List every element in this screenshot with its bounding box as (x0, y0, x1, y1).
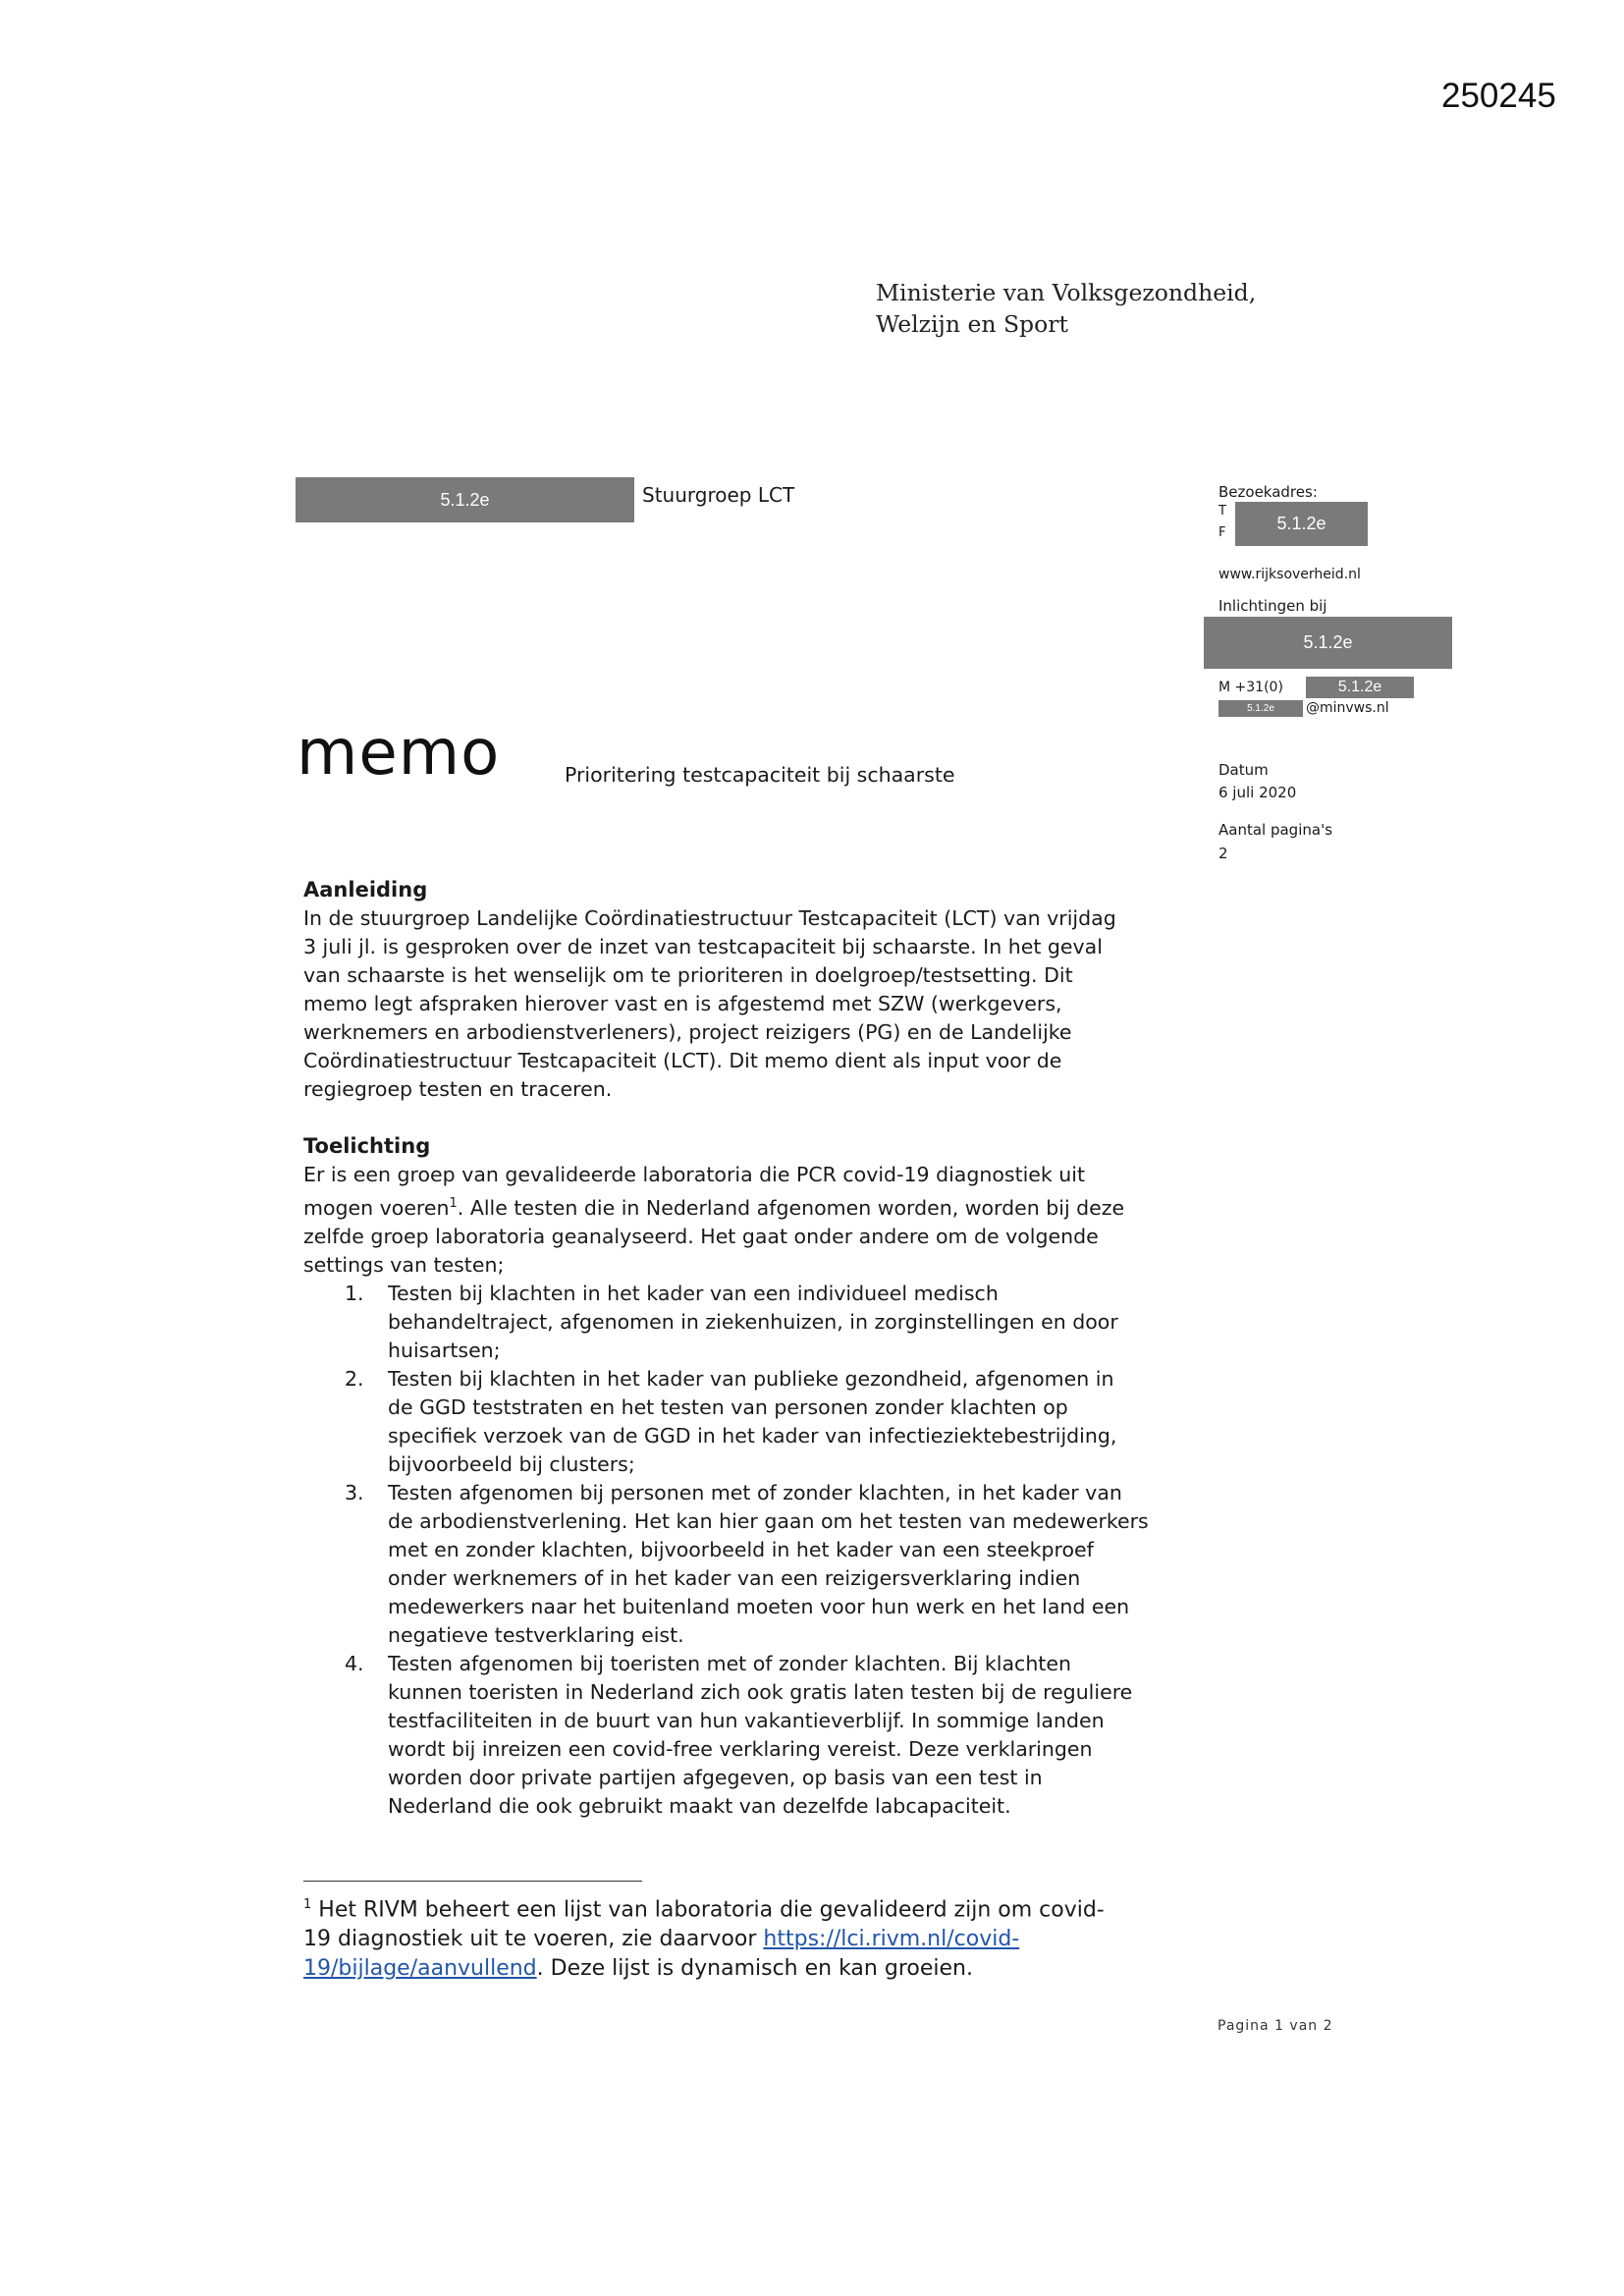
aanleiding-heading: Aanleiding (303, 878, 428, 902)
list-item-line: kunnen toeristen in Nederland zich ook gratis laten testen bij de reguliere (388, 1679, 1133, 1704)
phone-label: T (1218, 504, 1226, 519)
mobile-label: M +31(0) (1218, 680, 1283, 695)
toelichting-text: mogen voeren (303, 1195, 450, 1220)
bezoekadres-label: Bezoekadres: (1218, 483, 1318, 501)
redaction-box-address (1235, 502, 1368, 546)
list-item-line: worden door private partijen afgegeven, op basis van een test in (388, 1765, 1043, 1789)
recipient: Stuurgroep LCT (642, 483, 795, 507)
list-item-line: huisartsen; (388, 1338, 501, 1362)
list-item-number: 2. (345, 1366, 364, 1391)
list-item-line: onder werknemers of in het kader van een reizigersverklaring indien (388, 1565, 1081, 1590)
toelichting-section (303, 1132, 1197, 1821)
redaction-code: 5.1.2e (1303, 632, 1353, 652)
ministry-name (876, 277, 1256, 340)
ministry-name-line1: Ministerie van Volksgezondheid, (876, 279, 1257, 306)
memo-title: memo (297, 717, 501, 790)
list-item (303, 1479, 1197, 1650)
list-item (303, 1650, 1197, 1821)
footnote-line (303, 1925, 1197, 1954)
list-item-line: met en zonder klachten, bijvoorbeeld in het kader van een steekproef (388, 1537, 1094, 1561)
aanleiding-line: Coördinatiestructuur Testcapaciteit (LCT). Dit memo dient als input voor de (303, 1049, 1062, 1072)
toelichting-line (303, 1189, 1197, 1223)
aanleiding-line: van schaarste is het wenselijk om te prioriteren in doelgroep/testsetting. Dit (303, 963, 1073, 987)
datum-label: Datum (1218, 761, 1269, 779)
list-item-line: Testen bij klachten in het kader van een individueel medisch (388, 1281, 999, 1305)
list-item-number: 1. (345, 1281, 364, 1305)
redaction-code: 5.1.2e (440, 490, 490, 510)
aanleiding-line: 3 juli jl. is gesproken over de inzet van testcapaciteit bij schaarste. In het geval (303, 935, 1103, 958)
redaction-box-mobile (1306, 677, 1414, 698)
list-item-line: Nederland die ook gebruikt maakt van dezelfde labcapaciteit. (388, 1793, 1011, 1818)
list-item-line: bijvoorbeeld bij clusters; (388, 1451, 635, 1476)
fax-label: F (1218, 525, 1226, 540)
datum-value: 6 juli 2020 (1218, 784, 1297, 801)
footnote-link[interactable]: 19/bijlage/aanvullend (303, 1956, 537, 1982)
footnote-separator (303, 1881, 642, 1882)
ministry-name-line2: Welzijn en Sport (876, 310, 1068, 338)
toelichting-line: zelfde groep laboratoria geanalyseerd. Het gaat onder andere om de volgende (303, 1224, 1099, 1248)
redaction-code: 5.1.2e (1276, 514, 1326, 533)
toelichting-line: Er is een groep van gevalideerde laboratoria die PCR covid-19 diagnostiek uit (303, 1163, 1086, 1186)
aanleiding-line: memo legt afspraken hierover vast en is afgestemd met SZW (werkgevers, (303, 992, 1062, 1015)
footnote (303, 1890, 1197, 1984)
list-item-line: negatieve testverklaring eist. (388, 1622, 684, 1647)
footnote-line (303, 1954, 1197, 1984)
redaction-box-email (1218, 700, 1303, 717)
website-text: www.rijksoverheid.nl (1218, 567, 1361, 582)
aantal-paginas-label: Aantal pagina's (1218, 821, 1333, 839)
document-number: 250245 (1441, 77, 1556, 115)
footnote-reference: 1 (449, 1196, 458, 1211)
footnote-text: 19 diagnostiek uit te voeren, zie daarvoor (303, 1927, 764, 1952)
list-item-line: de GGD teststraten en het testen van personen zonder klachten op (388, 1394, 1068, 1419)
email-domain: @minvws.nl (1306, 700, 1389, 716)
inlichtingen-label: Inlichtingen bij (1218, 597, 1327, 615)
toelichting-heading: Toelichting (303, 1134, 431, 1158)
aantal-paginas-value: 2 (1218, 845, 1228, 862)
settings-list (303, 1280, 1197, 1821)
list-item-line: Testen afgenomen bij personen met of zonder klachten, in het kader van (388, 1480, 1122, 1504)
list-item-line: testfaciliteiten in de buurt van hun vakantieverblijf. In sommige landen (388, 1708, 1105, 1732)
memo-subject: Prioritering testcapaciteit bij schaarste (565, 763, 955, 787)
list-item-number: 4. (345, 1651, 364, 1675)
list-item-line: de arbodienstverlening. Het kan hier gaan om het testen van medewerkers (388, 1508, 1149, 1533)
footnote-marker: 1 (303, 1897, 312, 1912)
redaction-code: 5.1.2e (1337, 679, 1382, 695)
aanleiding-section (303, 876, 1197, 1104)
footnote-line (303, 1890, 1197, 1925)
list-item-line: Testen afgenomen bij toeristen met of zonder klachten. Bij klachten (388, 1651, 1071, 1675)
aanleiding-line: In de stuurgroep Landelijke Coördinatiestructuur Testcapaciteit (LCT) van vrijdag (303, 906, 1116, 930)
list-item-line: behandeltraject, afgenomen in ziekenhuizen, in zorginstellingen en door (388, 1309, 1118, 1334)
footnote-text: Het RIVM beheert een lijst van laboratoria die gevalideerd zijn om covid- (311, 1897, 1105, 1923)
page-number: Pagina 1 van 2 (1218, 2018, 1333, 2034)
redaction-code: 5.1.2e (1247, 703, 1274, 714)
list-item-line: Testen bij klachten in het kader van publieke gezondheid, afgenomen in (388, 1366, 1114, 1391)
toelichting-line: settings van testen; (303, 1252, 505, 1277)
list-item-number: 3. (345, 1480, 364, 1504)
list-item (303, 1280, 1197, 1365)
aanleiding-line: werknemers en arbodienstverleners), project reizigers (PG) en de Landelijke (303, 1020, 1072, 1044)
list-item-line: wordt bij inreizen een covid-free verklaring vereist. Deze verklaringen (388, 1736, 1093, 1761)
list-item-line: medewerkers naar het buitenland moeten voor hun werk en het land een (388, 1594, 1130, 1618)
footnote-link[interactable]: https://lci.rivm.nl/covid- (763, 1927, 1020, 1952)
redaction-box-contact (1204, 617, 1452, 669)
aanleiding-line: regiegroep testen en traceren. (303, 1077, 613, 1101)
redaction-box-recipient (296, 477, 634, 522)
list-item (303, 1365, 1197, 1479)
list-item-line: specifiek verzoek van de GGD in het kader van infectieziektebestrijding, (388, 1423, 1117, 1448)
footnote-text: . Deze lijst is dynamisch en kan groeien. (536, 1956, 973, 1982)
toelichting-text: . Alle testen die in Nederland afgenomen worden, worden bij deze (457, 1195, 1125, 1220)
